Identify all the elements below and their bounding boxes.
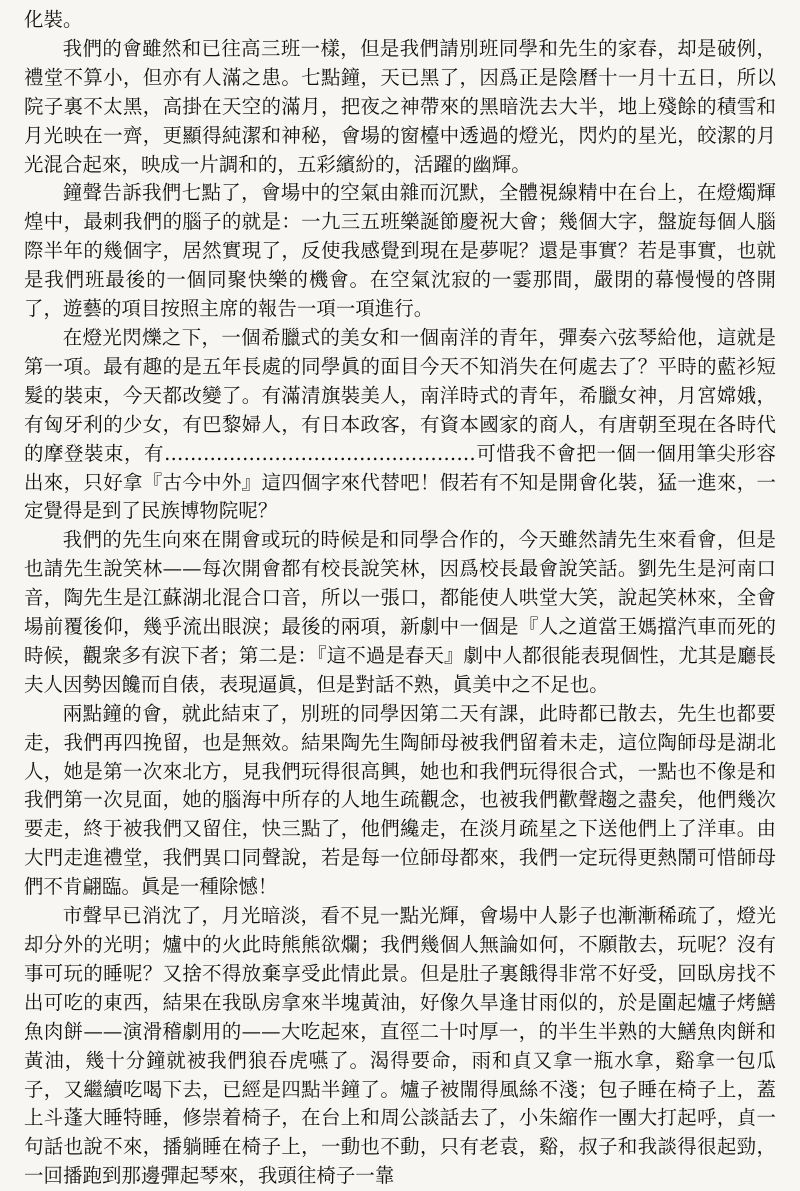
paragraph: 我們的先生向來在開會或玩的時候是和同學合作的，今天雖然請先生來看會，但是也請先生說笑林——每次開會都有校長說笑林，因爲校長最會說笑話。劉先生是河南口音，陶先生是江蘇湖北混合口音，所以一張口，都能使人哄堂大笑，說起笑林來，全會場前覆後仰，幾乎流出眼淚；最後的兩項，新劇中一個是『人之道當王媽擋汽車而死的時候，觀衆多有涙下者；第二是：『這不過是春天』劇中人都很能表現個性，尤其是廳長夫人因勢因饞而自俵，表現逼眞，但是對話不熟，眞美中之不足也。 [24,528,776,696]
paragraph: 化裝。 [24,8,83,31]
paragraph: 兩點鐘的會，就此結束了，別班的同學因第二天有課，此時都已散去，先生也都要走，我們再四挽留，也是無效。結果陶先生陶師母被我們留着未走，這位陶師母是湖北人，她是第一次來北方，見我們玩得很高興，她也和我們玩得很合式，一點也不像是和我們第一次見面，她的腦海中所存的人地生疏觀念，也被我們歡聲趨之盡矣，他們幾次要走，終于被我們又留住，快三點了，他們纔走，在淡月疏星之下送他們上了洋車。由大門走進禮堂，我們異口同聲說，若是每一位師母都來，我們一定玩得更熱鬧可惜師母們不肯翩臨。眞是一種除憾！ [24,701,776,899]
paragraph: 在燈光閃爍之下，一個希臘式的美女和一個南洋的青年，彈奏六弦琴給他，這就是第一項。最有趣的是五年長處的同學眞的面目今天不知消失在何處去了？平時的藍衫短髮的裝束，今天都改變了。有滿清旗裝美人，南洋時式的青年，希臘女神，月宮嫦娥，有匈牙利的少女，有巴黎婦人，有日本政客，有資本國家的商人，有唐朝至現在各時代的摩登裝束，有…………………………………………可惜我不會把一個一個用筆尖形容出來，只好拿『古今中外』這四個字來代替吧！假若有不知是開會化裝，猛一進來，一定覺得是到了民族博物院呢？ [24,325,776,523]
paragraph: 我們的會雖然和已往高三班一樣，但是我們請別班同學和先生的家春，却是破例，禮堂不算小，但亦有人滿之患。七點鐘，天已黑了，因爲正是陰曆十一月十五日，所以院子裏不太黑，高掛在天空的滿月，把夜之神帶來的黑暗洗去大半，地上殘餘的積雪和月光映在一齊，更顯得純潔和神秘，會場的窗檯中透過的燈光，閃灼的星光，皎潔的月光混合起來，映成一片調和的，五彩繽紛的，活躍的幽輝。 [24,36,776,176]
article-body [24,6,776,1191]
paragraph: 鐘聲告訴我們七點了，會場中的空氣由雜而沉默，全體視線精中在台上，在燈燭輝煌中，最刺我們的腦子的就是：一九三五班樂誕節慶祝大會；幾個大字，盤旋每個人腦際半年的幾個字，居然實現了，反使我感覺到現在是夢呢？還是事實？若是事實，也就是我們班最後的一個同聚快樂的機會。在空氣沈寂的一霎那間，嚴閉的幕慢慢的啓開了，遊藝的項目按照主席的報告一項一項進行。 [24,181,776,321]
paragraph: 市聲早已消沈了，月光暗淡，看不見一點光輝，會場中人影子也漸漸稀疏了，燈光却分外的光明；爐中的火此時熊熊欲爛；我們幾個人無論如何，不願散去，玩呢？沒有事可玩的睡呢？又捨不得放棄享受此情此景。但是肚子裏餓得非常不好受，回臥房找不出可吃的東西，結果在我臥房拿來半塊黃油，好像久旱逢甘雨似的，於是圍起爐子烤鱔魚肉餅——演滑稽劇用的——大吃起來，直徑二十吋厚一，的半生半熟的大鱔魚肉餅和黃油，幾十分鐘就被我們狼吞虎嚥了。渴得要命，雨和貞又拿一瓶水拿，谿拿一包瓜子，又繼續吃喝下去，已經是四點半鐘了。爐子被閙得風絲不淺；包子睡在椅子上，蓋上斗蓬大睡特睡，修崇着椅子，在台上和周公談話去了，小朱縮作一團大打起呼，貞一句話也說不來，播躺睡在椅子上，一動也不動，只有老袁，谿，叔子和我談得很起勁，一回播跑到那邊彈起琴來，我頭往椅子一靠 [24,904,776,1188]
